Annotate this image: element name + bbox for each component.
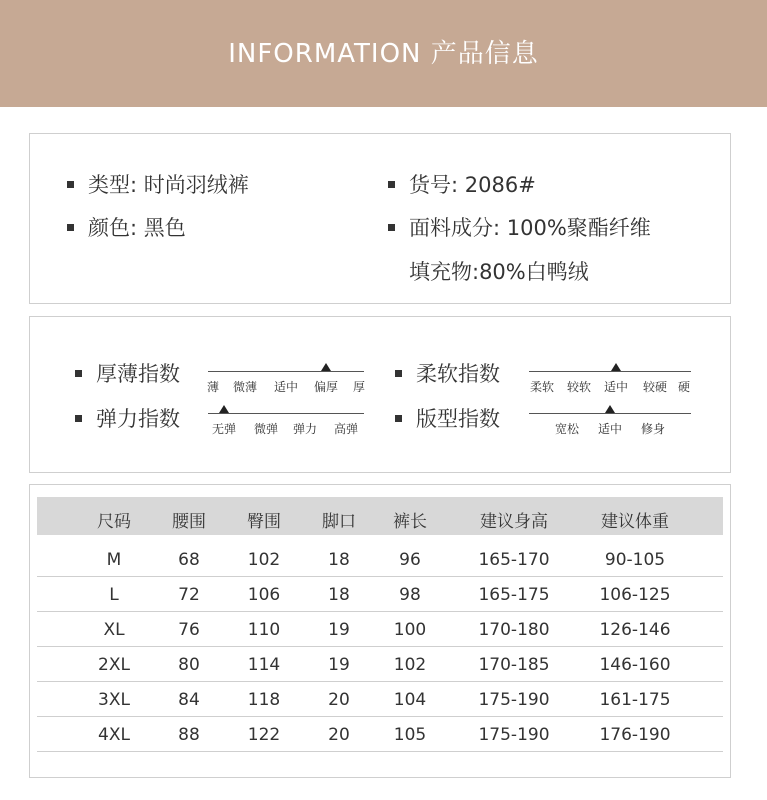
table-cell: 175-190	[478, 690, 550, 710]
fit-option-label: 宽松	[554, 422, 580, 436]
thickness-option-label: 微薄	[232, 380, 258, 394]
softness-index-label: 柔软指数	[416, 362, 500, 386]
info-fabric	[388, 212, 651, 242]
fit-option-label: 适中	[597, 422, 623, 436]
bullet-icon	[67, 224, 74, 231]
table-row	[37, 647, 723, 682]
bullet-icon	[388, 224, 395, 231]
softness-option-label: 适中	[603, 380, 629, 394]
info-fabric-text: 面料成分: 100%聚酯纤维	[409, 216, 651, 240]
table-cell: L	[109, 585, 119, 605]
thickness-index	[75, 358, 180, 388]
table-cell: 76	[178, 620, 200, 640]
table-cell: 90-105	[604, 550, 666, 570]
table-row	[37, 682, 723, 717]
table-cell: 18	[328, 550, 350, 570]
elasticity-option-label: 弹力	[292, 422, 318, 436]
table-cell: 80	[178, 655, 200, 675]
table-cell: XL	[103, 620, 125, 640]
fit-index-label: 版型指数	[416, 407, 500, 431]
column-header: 建议体重	[601, 512, 669, 532]
table-cell: 19	[328, 620, 350, 640]
table-row	[37, 717, 723, 752]
table-cell: 2XL	[98, 655, 130, 675]
softness-option-label: 柔软	[529, 380, 555, 394]
fit-option-label: 修身	[640, 422, 666, 436]
table-cell: 170-185	[478, 655, 550, 675]
table-cell: 84	[178, 690, 200, 710]
info-sku	[388, 169, 536, 199]
column-header: 尺码	[97, 512, 131, 532]
elasticity-scale-line	[208, 413, 364, 414]
column-header: 裤长	[393, 512, 427, 532]
table-cell: 175-190	[478, 725, 550, 745]
table-cell: 126-146	[599, 620, 671, 640]
table-cell: 110	[247, 620, 281, 640]
thickness-option-label: 偏厚	[313, 380, 339, 394]
softness-scale-labels	[527, 378, 693, 394]
page-title: INFORMATION 产品信息	[228, 39, 539, 69]
column-header: 脚口	[322, 512, 356, 532]
table-row	[37, 577, 723, 612]
table-cell: 72	[178, 585, 200, 605]
elasticity-option-label: 无弹	[211, 422, 237, 436]
column-header: 臀围	[247, 512, 281, 532]
table-cell: 88	[178, 725, 200, 745]
fit-marker-icon	[605, 405, 615, 413]
table-cell: 165-175	[478, 585, 550, 605]
bullet-icon	[67, 181, 74, 188]
info-filling-text: 填充物:80%白鸭绒	[409, 260, 589, 284]
thickness-option-label: 厚	[352, 380, 366, 394]
bullet-icon	[75, 415, 82, 422]
table-cell: 20	[328, 725, 350, 745]
elasticity-scale-labels	[204, 420, 368, 436]
table-cell: 106-125	[599, 585, 671, 605]
table-cell: 68	[178, 550, 200, 570]
elasticity-marker-icon	[219, 405, 229, 413]
table-cell: 118	[247, 690, 281, 710]
header-banner	[0, 0, 767, 107]
table-cell: 106	[247, 585, 281, 605]
table-cell: 176-190	[599, 725, 671, 745]
elasticity-index-label: 弹力指数	[96, 407, 180, 431]
table-cell: 146-160	[599, 655, 671, 675]
elasticity-option-label: 微弹	[253, 422, 279, 436]
table-cell: 104	[393, 690, 427, 710]
info-color	[67, 212, 186, 242]
table-cell: 161-175	[599, 690, 671, 710]
fit-index	[395, 403, 500, 433]
fit-scale-line	[529, 413, 691, 414]
thickness-scale-line	[208, 371, 364, 372]
softness-option-label: 较软	[566, 380, 592, 394]
softness-marker-icon	[611, 363, 621, 371]
table-cell: 3XL	[98, 690, 130, 710]
table-cell: 96	[399, 550, 421, 570]
softness-scale-line	[529, 371, 691, 372]
info-sku-text: 货号: 2086#	[409, 173, 536, 197]
softness-scale	[527, 362, 693, 396]
fit-scale-labels	[527, 420, 693, 436]
elasticity-scale	[204, 404, 368, 438]
table-cell: M	[106, 550, 122, 570]
thickness-marker-icon	[321, 363, 331, 371]
table-cell: 105	[393, 725, 427, 745]
info-type-text: 类型: 时尚羽绒裤	[88, 173, 249, 197]
thickness-option-label: 薄	[206, 380, 220, 394]
thickness-option-label: 适中	[273, 380, 299, 394]
thickness-index-label: 厚薄指数	[96, 362, 180, 386]
softness-option-label: 较硬	[642, 380, 668, 394]
bullet-icon	[75, 370, 82, 377]
info-type	[67, 169, 249, 199]
thickness-scale-labels	[204, 378, 368, 394]
bullet-icon	[395, 370, 402, 377]
table-cell: 20	[328, 690, 350, 710]
table-row	[37, 542, 723, 577]
table-cell: 100	[393, 620, 427, 640]
table-cell: 18	[328, 585, 350, 605]
table-cell: 114	[247, 655, 281, 675]
elasticity-option-label: 高弹	[333, 422, 359, 436]
table-cell: 19	[328, 655, 350, 675]
elasticity-index	[75, 403, 180, 433]
softness-index	[395, 358, 500, 388]
table-cell: 122	[247, 725, 281, 745]
thickness-scale	[204, 362, 368, 396]
column-header: 建议身高	[480, 512, 548, 532]
fit-scale	[527, 404, 693, 438]
table-cell: 102	[393, 655, 427, 675]
info-filling	[409, 256, 589, 286]
table-cell: 102	[247, 550, 281, 570]
table-cell: 165-170	[478, 550, 550, 570]
size-table-header	[37, 497, 723, 535]
column-header: 腰围	[172, 512, 206, 532]
info-color-text: 颜色: 黑色	[88, 216, 186, 240]
table-cell: 4XL	[98, 725, 130, 745]
softness-option-label: 硬	[677, 380, 691, 394]
bullet-icon	[395, 415, 402, 422]
bullet-icon	[388, 181, 395, 188]
table-cell: 170-180	[478, 620, 550, 640]
table-row	[37, 612, 723, 647]
table-cell: 98	[399, 585, 421, 605]
